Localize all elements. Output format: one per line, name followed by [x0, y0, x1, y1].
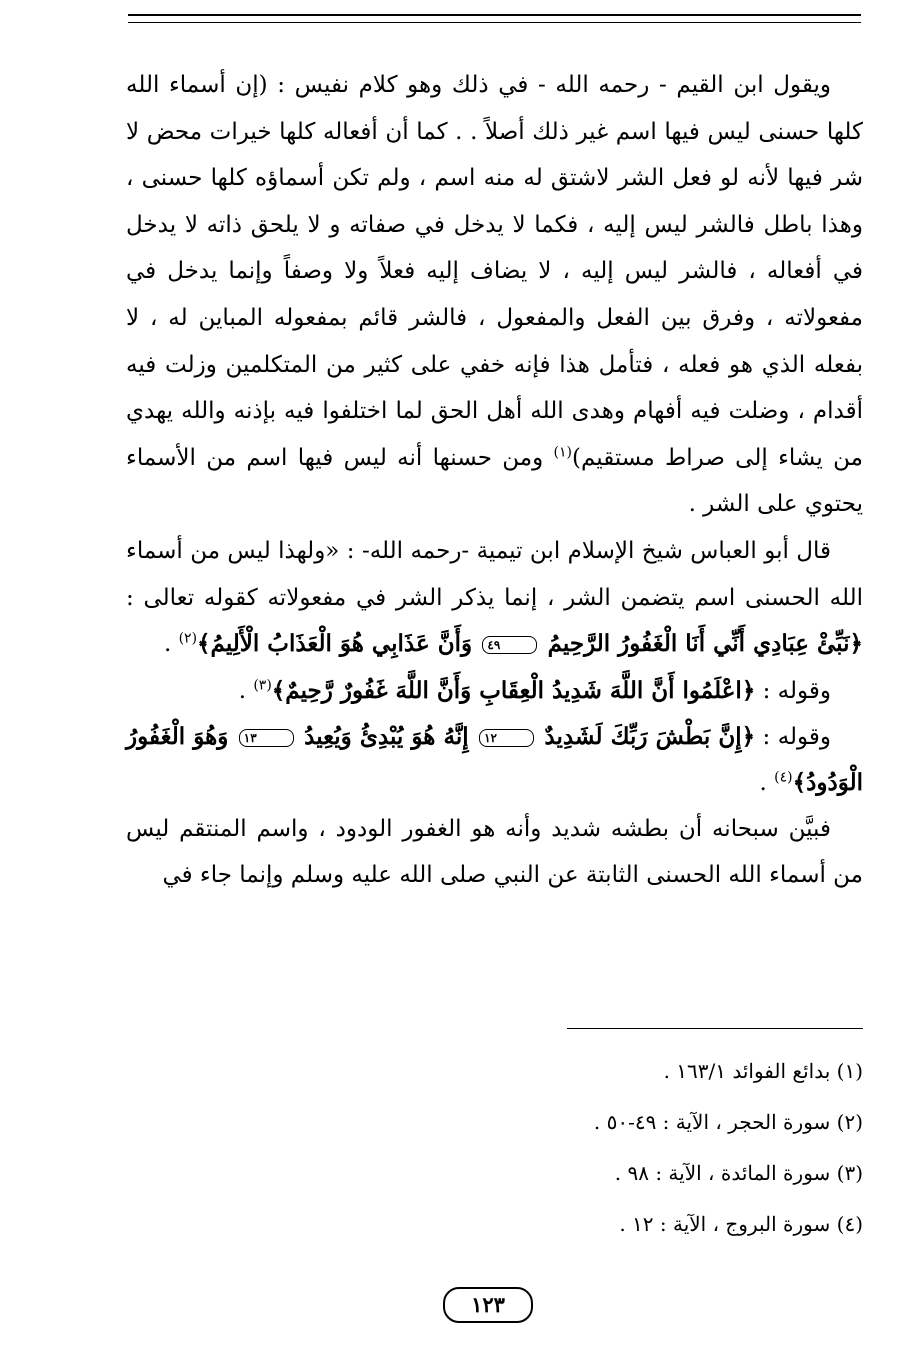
page-body — [126, 62, 863, 899]
quran-open-bracket: ﴿ — [741, 722, 756, 750]
sentence-end: . — [238, 677, 254, 704]
footnote-1: (١) بدائع الفوائد ١٦٣/١ . — [663, 1059, 863, 1083]
footnote-marker-3[interactable]: (٣) — [253, 677, 272, 694]
ayah-number-49: ٤٩ — [482, 636, 537, 654]
paragraph-ibn-taymiyyah — [126, 528, 863, 668]
paragraph-closing: فبيَّن سبحانه أن بطشه شديد وأنه هو الغفور الودود ، واسم المنتقم ليس من أسماء الله الحسنى الثابتة عن النبي صلى الله عليه وسلم وإنما جاء في — [126, 815, 863, 889]
sentence-end: . — [163, 631, 179, 658]
paragraph-ibn-alqayyim — [126, 62, 863, 528]
footnote-2: (٢) سورة الحجر ، الآية : ٤٩-٥٠ . — [593, 1110, 863, 1134]
ayah-number-13: ١٣ — [239, 729, 294, 747]
ayah-number-12: ١٢ — [479, 729, 534, 747]
footnote-3: (٣) سورة المائدة ، الآية : ٩٨ . — [614, 1161, 863, 1185]
paragraph-verse-maidah — [126, 668, 863, 714]
page-number: ١٢٣ — [443, 1287, 533, 1323]
sentence-end: . — [759, 769, 775, 796]
quran-verse-98: اعْلَمُوا أَنَّ اللَّهَ شَدِيدُ الْعِقَابِ وَأَنَّ اللَّهَ غَفُورٌ رَّحِيمٌ — [285, 676, 742, 704]
quran-verse-12: إِنَّ بَطْشَ رَبِّكَ لَشَدِيدٌ — [544, 722, 742, 750]
paragraph-text: ويقول ابن القيم - رحمه الله - في ذلك وهو كلام نفيس : (إن أسماء الله كلها حسنى ليس فيها اسم غير ذلك أصلاً . . كما أن أفعاله كلها خيرات محض لا شر فيها لأنه لو فعل الشر لاشتق له منه اسم ، ولم تكن أسماؤه كلها حسنى ، وهذا باطل فالشر ليس إليه ، فكما لا يدخل في صفاته و لا يلحق ذاته لا يدخل في أفعاله ، فالشر ليس إليه ، لا يضاف إليه فعلاً ولا وصفاً وإنما يدخل في مفعولاته ، وفرق بين الفعل والمفعول ، فالشر قائم بمفعوله المباين له ، لا بفعله الذي هو فعله ، فتأمل هذا فإنه خفي على كثير من المتكلمين وزلت فيه أقدام ، وضلت فيه أفهام وهدى الله أهل الحق لما اختلفوا فيه بإذنه والله يهدي من يشاء إلى صراط مستقيم) — [126, 72, 863, 471]
quran-verse-49: نَبِّئْ عِبَادِي أَنِّي أَنَا الْغَفُورُ الرَّحِيمُ — [547, 630, 850, 658]
paragraph-tail: ومن حسنها أنه ليس فيها اسم من الأسماء يحتوي على الشر . — [126, 444, 863, 518]
quran-open-bracket: ﴿ — [741, 676, 756, 704]
footnote-marker-2[interactable]: (٢) — [178, 630, 198, 647]
header-rule-thick — [128, 14, 861, 16]
quran-close-bracket: ﴾ — [197, 630, 211, 658]
footnote-marker-4[interactable]: (٤) — [774, 769, 793, 786]
quran-close-bracket: ﴾ — [271, 676, 286, 704]
footnote-marker-1[interactable]: (١) — [553, 444, 572, 461]
quran-verse-14: وَهُوَ الْغَفُورُ الْوَدُودُ — [126, 722, 863, 796]
footnotes — [126, 1046, 863, 1250]
verse-lead: وقوله : — [755, 677, 831, 704]
quran-open-bracket: ﴿ — [849, 630, 863, 658]
footnote-4: (٤) سورة البروج ، الآية : ١٢ . — [619, 1212, 863, 1236]
quran-close-bracket: ﴾ — [792, 768, 807, 796]
paragraph-verse-buruj — [126, 714, 863, 806]
footnote-separator — [567, 1028, 863, 1029]
header-rule-thin — [128, 22, 861, 23]
quran-verse-13: إِنَّهُ هُوَ يُبْدِئُ وَيُعِيدُ — [304, 722, 469, 750]
verse-lead: وقوله : — [755, 723, 832, 750]
quran-verse-50: وَأَنَّ عَذَابِي هُوَ الْعَذَابُ الْأَلِيمُ — [210, 630, 473, 658]
quote-intro: قال أبو العباس شيخ الإسلام ابن تيمية -رحمه الله- : «ولهذا ليس من أسماء الله الحسنى اسم يتضمن الشر ، إنما يذكر الشر في مفعولاته كقوله تعالى : — [126, 537, 863, 611]
